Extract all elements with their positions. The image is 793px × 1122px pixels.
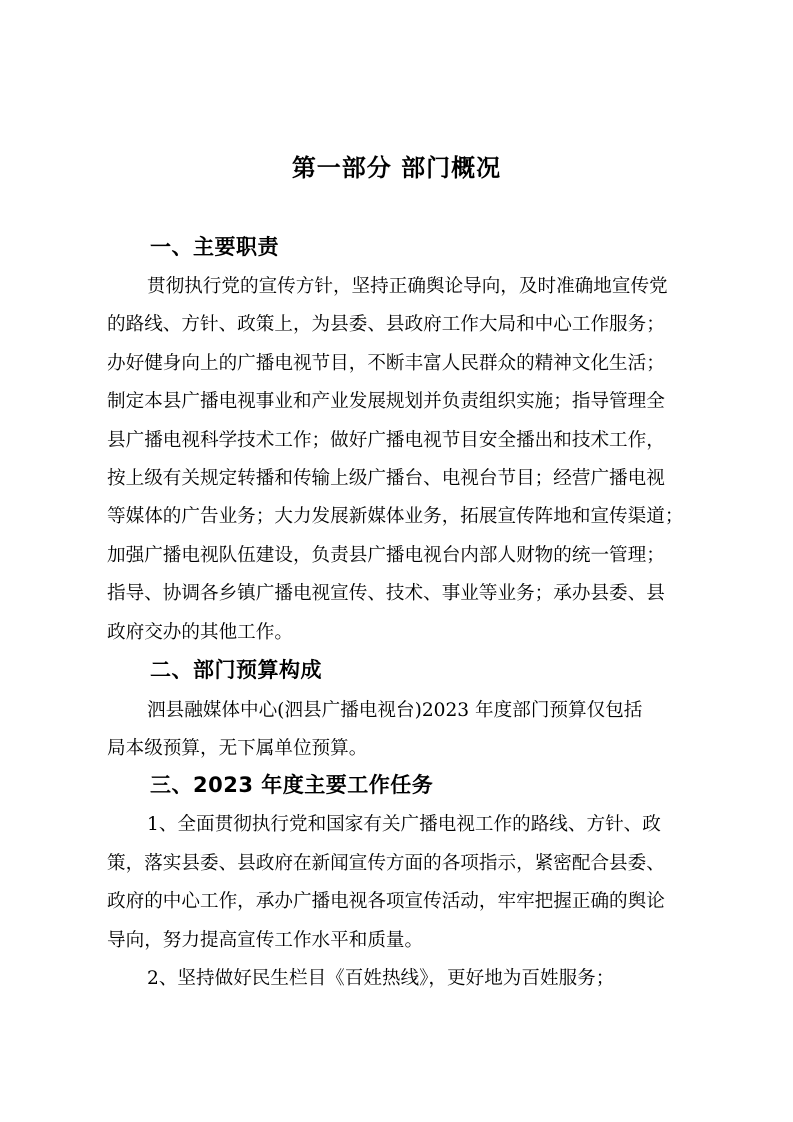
section-heading-budget-composition: 二、部门预算构成 [150,658,322,682]
section-heading-duties: 一、主要职责 [150,235,279,259]
page-title: 第一部分 部门概况 [291,154,502,182]
paragraph-line: 加强广播电视队伍建设，负责县广播电视台内部人财物的统一管理； [107,545,665,566]
paragraph-line: 策，落实县委、县政府在新闻宣传方面的各项指示，紧密配合县委、 [107,853,665,874]
paragraph-line: 的路线、方针、政策上，为县委、县政府工作大局和中心工作服务； [107,314,665,335]
paragraph-line: 贯彻执行党的宣传方针，坚持正确舆论导向，及时准确地宣传党 [147,276,668,297]
paragraph-line: 局本级预算，无下属单位预算。 [107,738,368,759]
paragraph-line: 县广播电视科学技术工作；做好广播电视节目安全播出和技术工作， [107,430,665,451]
section-heading-main-tasks: 三、2023 年度主要工作任务 [150,773,434,797]
paragraph-line: 1、全面贯彻执行党和国家有关广播电视工作的路线、方针、政 [147,814,661,835]
paragraph-line: 指导、协调各乡镇广播电视宣传、技术、事业等业务；承办县委、县 [107,583,665,604]
paragraph-line: 2、坚持做好民生栏目《百姓热线》，更好地为百姓服务； [147,968,615,989]
paragraph-line: 泗县融媒体中心(泗县广播电视台)2023 年度部门预算仅包括 [147,700,643,721]
paragraph-line: 政府交办的其他工作。 [107,622,293,643]
paragraph-line: 制定本县广播电视事业和产业发展规划并负责组织实施；指导管理全 [107,391,665,412]
paragraph-line: 按上级有关规定转播和传输上级广播台、电视台节目；经营广播电视 [107,468,665,489]
paragraph-line: 等媒体的广告业务；大力发展新媒体业务，拓展宣传阵地和宣传渠道； [107,506,684,527]
paragraph-line: 办好健身向上的广播电视节目，不断丰富人民群众的精神文化生活； [107,353,665,374]
paragraph-line: 导向，努力提高宣传工作水平和质量。 [107,930,424,951]
paragraph-line: 政府的中心工作，承办广播电视各项宣传活动，牢牢把握正确的舆论 [107,891,665,912]
